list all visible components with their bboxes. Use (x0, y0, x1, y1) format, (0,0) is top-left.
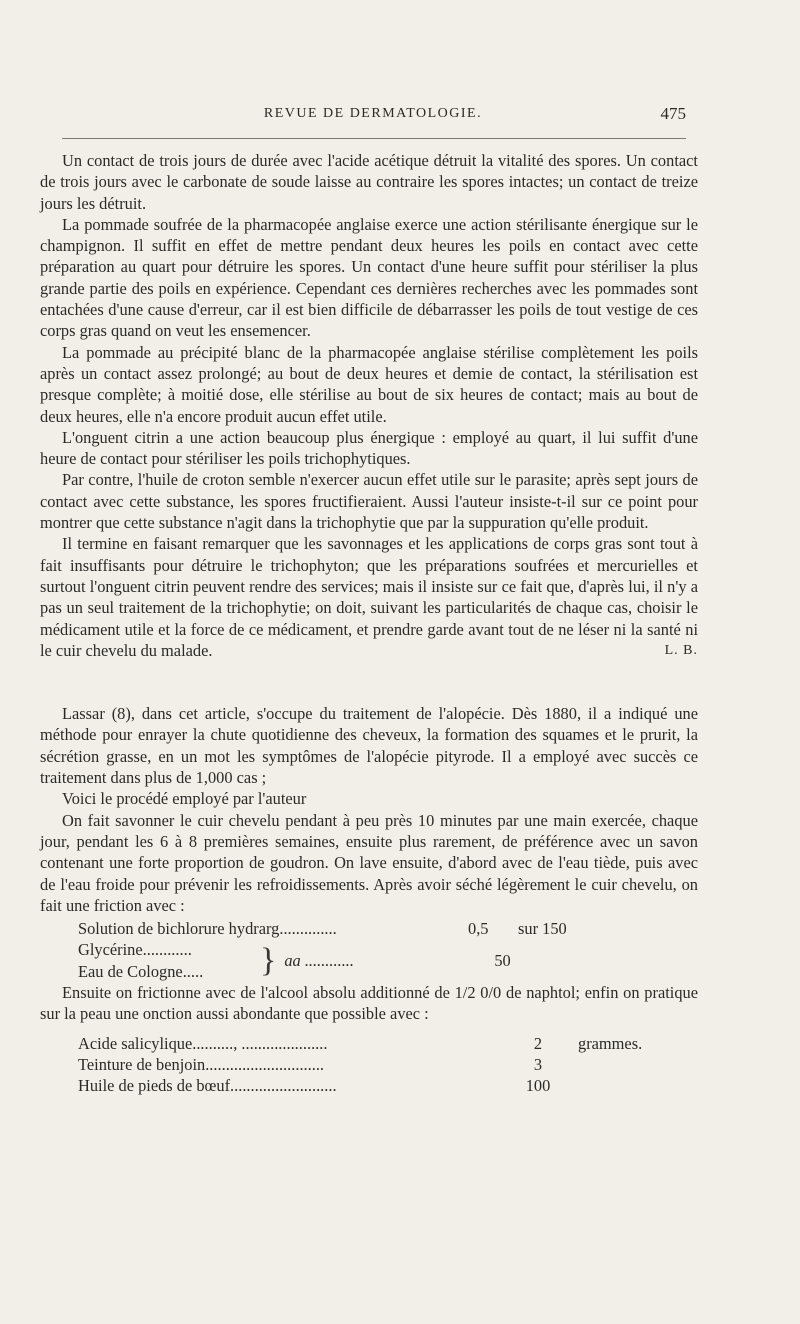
procedure-paragraph: On fait savonner le cuir chevelu pendant à peu près 10 minutes par une main exercée, chaque jour, pendant les 6 à 8 premières semaines, ensuite plus rarement, de préférence avec un savon contenant une forte proportion de goudron. On lave ensuite, d'abord avec de l'eau tiède, puis avec de l'eau froide pour prévenir les refroidissements. Après avoir séché légèrement le cuir chevelu, on fait une friction avec : (40, 810, 698, 915)
recipe-ingredient: Teinture de benjoin............................. (78, 1054, 325, 1074)
recipe-block (78, 1033, 698, 1097)
brace-symbol: } (260, 941, 277, 979)
recipe-row (78, 1033, 698, 1054)
formula-aa: aa ............ (284, 951, 354, 971)
formula-group-names (78, 939, 258, 982)
running-head (60, 104, 686, 128)
paragraph: L'onguent citrin a une action beaucoup plus énergique : employé au quart, il lui suffit d'une heure de contact pour stériliser les poils trichophytiques. (40, 427, 698, 469)
recipe-ingredient: Huile de pieds de bœuf.......................... (78, 1076, 337, 1096)
section-intro: Lassar (8), dans cet article, s'occupe du traitement de l'alopécie. Dès 1880, il a indiqué une méthode pour enrayer la chute quotidienne des cheveux, la formation des squames et le prurit, la sécrétion grasse, en un mot les symptômes de l'alopécie pityrode. Il a employé avec succès ce traitement dans plus de 1,000 cas ; (40, 704, 698, 788)
recipe-row (78, 1054, 698, 1075)
paragraph: Par contre, l'huile de croton semble n'exercer aucun effet utile sur le parasite; après sept jours de contact avec cette substance, les spores fructifieraient. Aussi l'auteur insiste-t-il sur ce point pour montrer que cette substance n'agit dans la trichophytie que par la suppuration qu'elle produit. (40, 470, 698, 533)
author-signature: L. B. (664, 642, 698, 658)
paragraph-last (40, 533, 698, 661)
formula-ingredient: Eau de Cologne..... (78, 961, 204, 981)
recipe-quantity: 100 (525, 1076, 551, 1096)
followup-paragraph: Ensuite on frictionne avec de l'alcool absolu additionné de 1/2 0/0 de naphtol; enfin on pratique sur la peau une onction aussi abondante que possible avec : (40, 982, 698, 1024)
paragraph: La pommade soufrée de la pharmacopée anglaise exerce une action stérilisante énergique sur le champignon. Il suffit en effet de mettre pendant deux heures les poils en contact avec cette préparation au quart pour détruire les spores. Un contact d'une heure suffit pour stériliser la plus grande partie des poils en expérience. Cependant ces dernières recherches avec les pommades sont entachées d'une cause d'erreur, car il est bien difficile de débarrasser les poils de tout vestige de ces corps gras quand on veut les ensemencer. (40, 214, 698, 341)
formula-group (78, 939, 698, 982)
formula-block (78, 918, 698, 982)
paragraph-text: Il termine en faisant remarquer que les savonnages et les applications de corps gras sont tout à fait insuffisants pour détruire le trichophyton; que les préparations soufrées et mercurielles et surtout l'onguent citrin peuvent rendre des services; mais il insiste sur ce fait que, d'après lui, il n'y a pas un seul traitement de la trichophytie; on doit, suivant les particularités de chaque cas, choisir le médicament utile et la force de ce médicament, et prendre garde avant tout de ne léser ni la santé ni le cuir chevelu du malade. (40, 534, 698, 660)
running-title: REVUE DE DERMATOLOGIE. (263, 106, 483, 121)
recipe-quantity: 2 (533, 1033, 543, 1053)
formula-ingredient: Solution de bichlorure hydrarg.............. (78, 919, 337, 939)
formula-value: 0,5 (468, 919, 489, 939)
formula-unit: sur 150 (518, 919, 567, 939)
body-text (40, 150, 698, 1096)
formula-ingredient: Glycérine............ (78, 940, 192, 960)
procedure-title: Voici le procédé employé par l'auteur (62, 789, 307, 809)
recipe-row (78, 1075, 698, 1096)
recipe-unit: grammes. (578, 1033, 643, 1053)
recipe-quantity: 3 (533, 1054, 543, 1074)
section-separator (40, 661, 698, 703)
recipe-ingredient: Acide salicylique.........., ..................... (78, 1033, 328, 1053)
formula-value: 50 (494, 951, 511, 971)
paragraph: Un contact de trois jours de durée avec l'acide acétique détruit la vitalité des spores. Un contact de trois jours avec le carbonate de soude laisse au contraire les spores intactes; un contact de treize jours les détruit. (40, 151, 698, 213)
formula-row (78, 918, 698, 939)
paragraph: La pommade au précipité blanc de la pharmacopée anglaise stérilise complètement les poils après un contact assez prolongé; au bout de deux heures et demie de contact, la stérilisation est presque complète; à moitié dose, elle stérilise au bout de six heures de contact; mais au bout de deux heures, elle n'a encore produit aucun effet utile. (40, 342, 698, 426)
header-rule (62, 138, 686, 139)
page-number: 475 (660, 104, 686, 123)
